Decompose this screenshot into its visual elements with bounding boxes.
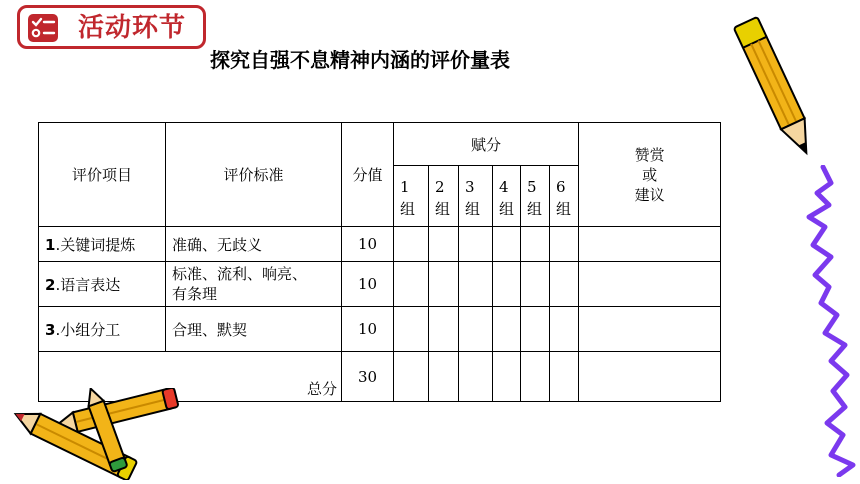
group-header: 3 组 — [459, 166, 493, 227]
row-score: 10 — [342, 307, 394, 352]
group-header: 2 组 — [429, 166, 459, 227]
purple-zigzag-line — [795, 165, 857, 477]
group-header: 4 组 — [493, 166, 521, 227]
total-label: 总分 — [39, 352, 342, 402]
crossed-pencils-icon — [5, 388, 185, 480]
row-item: 2.语言表达 — [39, 262, 166, 307]
badge-label: 活动环节 — [78, 13, 187, 43]
page-title: 探究自强不息精神内涵的评价量表 — [210, 48, 510, 72]
row-criteria: 标准、流利、响亮、 有条理 — [166, 262, 342, 307]
table-row — [39, 262, 721, 307]
header-criteria: 评价标准 — [166, 123, 342, 227]
row-item: 1.关键词提炼 — [39, 227, 166, 262]
group-header: 5 组 — [521, 166, 550, 227]
header-comment — [579, 123, 721, 227]
row-score: 10 — [342, 262, 394, 307]
row-item: 3.小组分工 — [39, 307, 166, 352]
header-score: 分值 — [342, 123, 394, 227]
evaluation-table — [38, 122, 721, 402]
header-comment-line2: 或 — [642, 165, 658, 184]
pencil-icon — [725, 8, 825, 168]
total-value: 30 — [342, 352, 394, 402]
header-comment-line3: 建议 — [634, 185, 665, 204]
group-header: 6 组 — [550, 166, 579, 227]
group-header: 1 组 — [394, 166, 429, 227]
table-row — [39, 307, 721, 352]
row-criteria: 准确、无歧义 — [166, 227, 342, 262]
section-badge — [17, 5, 206, 49]
table-row — [39, 227, 721, 262]
header-assign: 赋分 — [394, 123, 579, 166]
header-item: 评价项目 — [39, 123, 166, 227]
header-comment-line1: 赞赏 — [634, 145, 665, 164]
row-score: 10 — [342, 227, 394, 262]
checklist-icon — [27, 13, 59, 43]
row-criteria: 合理、默契 — [166, 307, 342, 352]
